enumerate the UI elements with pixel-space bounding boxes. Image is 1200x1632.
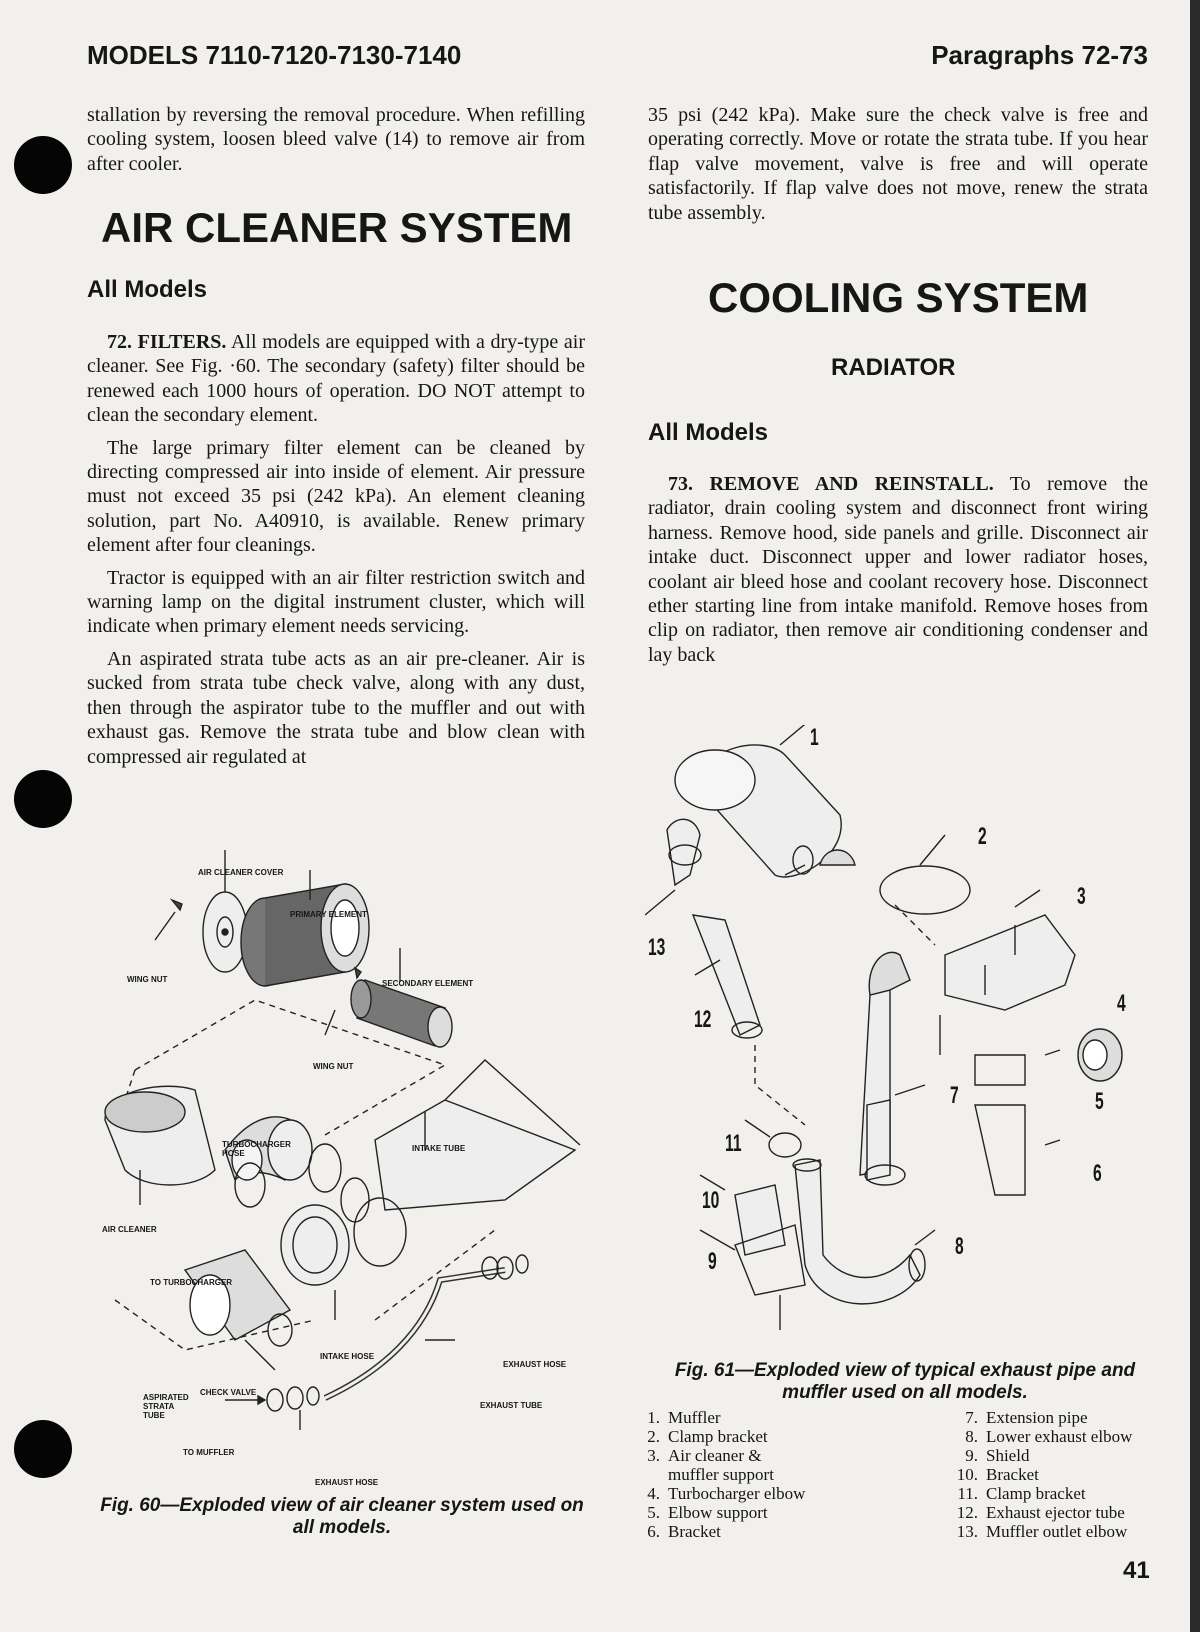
- label-air-cleaner-cover: AIR CLEANER COVER: [198, 868, 284, 877]
- label-intake-hose: INTAKE HOSE: [320, 1352, 375, 1361]
- label-aspirated-strata-tube: ASPIRATED STRATA TUBE: [143, 1393, 189, 1420]
- legend-item: 5. Elbow support: [647, 1503, 768, 1522]
- left-column: [87, 103, 585, 176]
- fig61-legend-left: [634, 1408, 934, 1541]
- running-header-right: Paragraphs 72-73: [931, 40, 1148, 70]
- section-title-cooling: COOLING SYSTEM: [708, 274, 1089, 321]
- paragraph-continued: 35 psi (242 kPa). Make sure the check valve is free and operating correctly. Move or rotate the strata tube. If you hear flap valve movement, valve is free and will operate satisfactorily. If flap valve does not move, renew the strata tube assembly.: [648, 104, 1148, 224]
- fig61-exhaust-illustration: [645, 725, 1145, 1345]
- callout-12: 12: [694, 1006, 712, 1033]
- fig60-caption: Fig. 60—Exploded view of air cleaner system used on all models.: [100, 1495, 584, 1538]
- punch-hole: [14, 1420, 72, 1478]
- paragraph-filters: 72. FILTERS. All models are equipped with a dry-type air cleaner. See Fig. ·60. The secondary (safety) filter should be renewed each 1000 hours of operation. DO NOT attempt to clean the secondary element.: [87, 331, 586, 427]
- callout-9: 9: [708, 1248, 717, 1275]
- subhead-all-models: All Models: [87, 276, 208, 303]
- label-primary-element: PRIMARY ELEMENT: [290, 910, 367, 919]
- callout-1: 1: [810, 724, 819, 751]
- legend-item: muffler support: [668, 1465, 774, 1484]
- subhead-radiator: RADIATOR: [831, 354, 956, 381]
- callout-4: 4: [1117, 990, 1126, 1017]
- label-intake-tube: INTAKE TUBE: [412, 1144, 466, 1153]
- paragraph-lead: 73. REMOVE AND REINSTALL.: [668, 473, 994, 495]
- section-title-air-cleaner: AIR CLEANER SYSTEM: [101, 204, 573, 251]
- legend-item: 10. Bracket: [956, 1465, 1039, 1484]
- legend-item: 1. Muffler: [647, 1408, 721, 1427]
- callout-8: 8: [955, 1233, 964, 1260]
- label-to-turbocharger: TO TURBOCHARGER: [150, 1278, 233, 1287]
- fig61-caption: Fig. 61—Exploded view of typical exhaust pipe and muffler used on all models.: [674, 1360, 1136, 1403]
- legend-item: 8. Lower exhaust elbow: [965, 1427, 1133, 1446]
- label-wing-nut: WING NUT: [127, 975, 168, 984]
- callout-11: 11: [725, 1130, 742, 1157]
- label-exhaust-hose: EXHAUST HOSE: [315, 1478, 379, 1487]
- paragraph: An aspirated strata tube acts as an air pre-cleaner. Air is sucked from strata tube check valve, along with any dust, then through the aspirator tube to the muffler and out with exhaust gas. Remove the strata tube and blow clean with compressed air regulated at: [87, 647, 585, 768]
- callout-3: 3: [1077, 883, 1086, 910]
- callout-2: 2: [978, 823, 987, 850]
- label-exhaust-hose: EXHAUST HOSE: [503, 1360, 567, 1369]
- label-exhaust-tube: EXHAUST TUBE: [480, 1401, 543, 1410]
- label-to-muffler: TO MUFFLER: [183, 1448, 235, 1457]
- legend-item: 6. Bracket: [647, 1522, 721, 1541]
- paragraph-lead: 72. FILTERS.: [107, 331, 227, 353]
- legend-item: 4. Turbocharger elbow: [647, 1484, 806, 1503]
- legend-item: 11. Clamp bracket: [957, 1484, 1086, 1503]
- callout-10: 10: [702, 1187, 720, 1214]
- page-number: 41: [1123, 1557, 1150, 1584]
- callout-5: 5: [1095, 1088, 1104, 1115]
- label-turbocharger-hose: TURBOCHARGER HOSE: [222, 1140, 291, 1158]
- legend-item: 9. Shield: [965, 1446, 1030, 1465]
- label-check-valve: CHECK VALVE: [200, 1388, 257, 1397]
- label-air-cleaner: AIR CLEANER: [102, 1225, 157, 1234]
- paragraph-continued: stallation by reversing the removal procedure. When refilling cooling system, loosen bleed valve (14) to remove air from after cooler.: [87, 104, 585, 175]
- fig61-legend-right: [952, 1408, 1162, 1541]
- callout-7: 7: [950, 1082, 959, 1109]
- label-wing-nut: WING NUT: [313, 1062, 354, 1071]
- legend-item: 7. Extension pipe: [965, 1408, 1088, 1427]
- legend-item: 3. Air cleaner &: [647, 1446, 762, 1465]
- running-header-left: MODELS 7110-7120-7130-7140: [87, 40, 462, 70]
- left-column-body: [87, 330, 585, 769]
- legend-item: 13. Muffler outlet elbow: [956, 1522, 1128, 1541]
- punch-hole: [14, 136, 72, 194]
- right-column-body: [648, 472, 1148, 667]
- paragraph: Tractor is equipped with an air filter restriction switch and warning lamp on the digital instrument cluster, which will indicate when primary element needs servicing.: [87, 566, 585, 638]
- label-secondary-element: SECONDARY ELEMENT: [382, 979, 474, 988]
- page-edge-shadow: [1190, 0, 1200, 1632]
- callout-6: 6: [1093, 1160, 1102, 1187]
- legend-item: 2. Clamp bracket: [647, 1427, 768, 1446]
- callout-13: 13: [648, 934, 666, 961]
- legend-item: 12. Exhaust ejector tube: [956, 1503, 1125, 1522]
- paragraph-remove-reinstall: 73. REMOVE AND REINSTALL. To remove the radiator, drain cooling system and disconnect front wiring harness. Remove hood, side panels and grille. Disconnect air intake duct. Disconnect upper and lower radiator hoses, coolant air bleed hose and coolant recovery hose. Disconnect ether starting line from intake manifold. Remove hoses from clip on radiator, then remove air conditioning condenser and lay back: [648, 473, 1148, 666]
- subhead-all-models: All Models: [648, 419, 769, 446]
- paragraph: The large primary filter element can be cleaned by directing compressed air into inside of element. Air pressure must not exceed 35 psi (242 kPa). An element cleaning solution, part No. A40910, is available. Renew primary element after four cleanings.: [87, 436, 585, 557]
- punch-hole: [14, 770, 72, 828]
- right-column: [648, 103, 1148, 225]
